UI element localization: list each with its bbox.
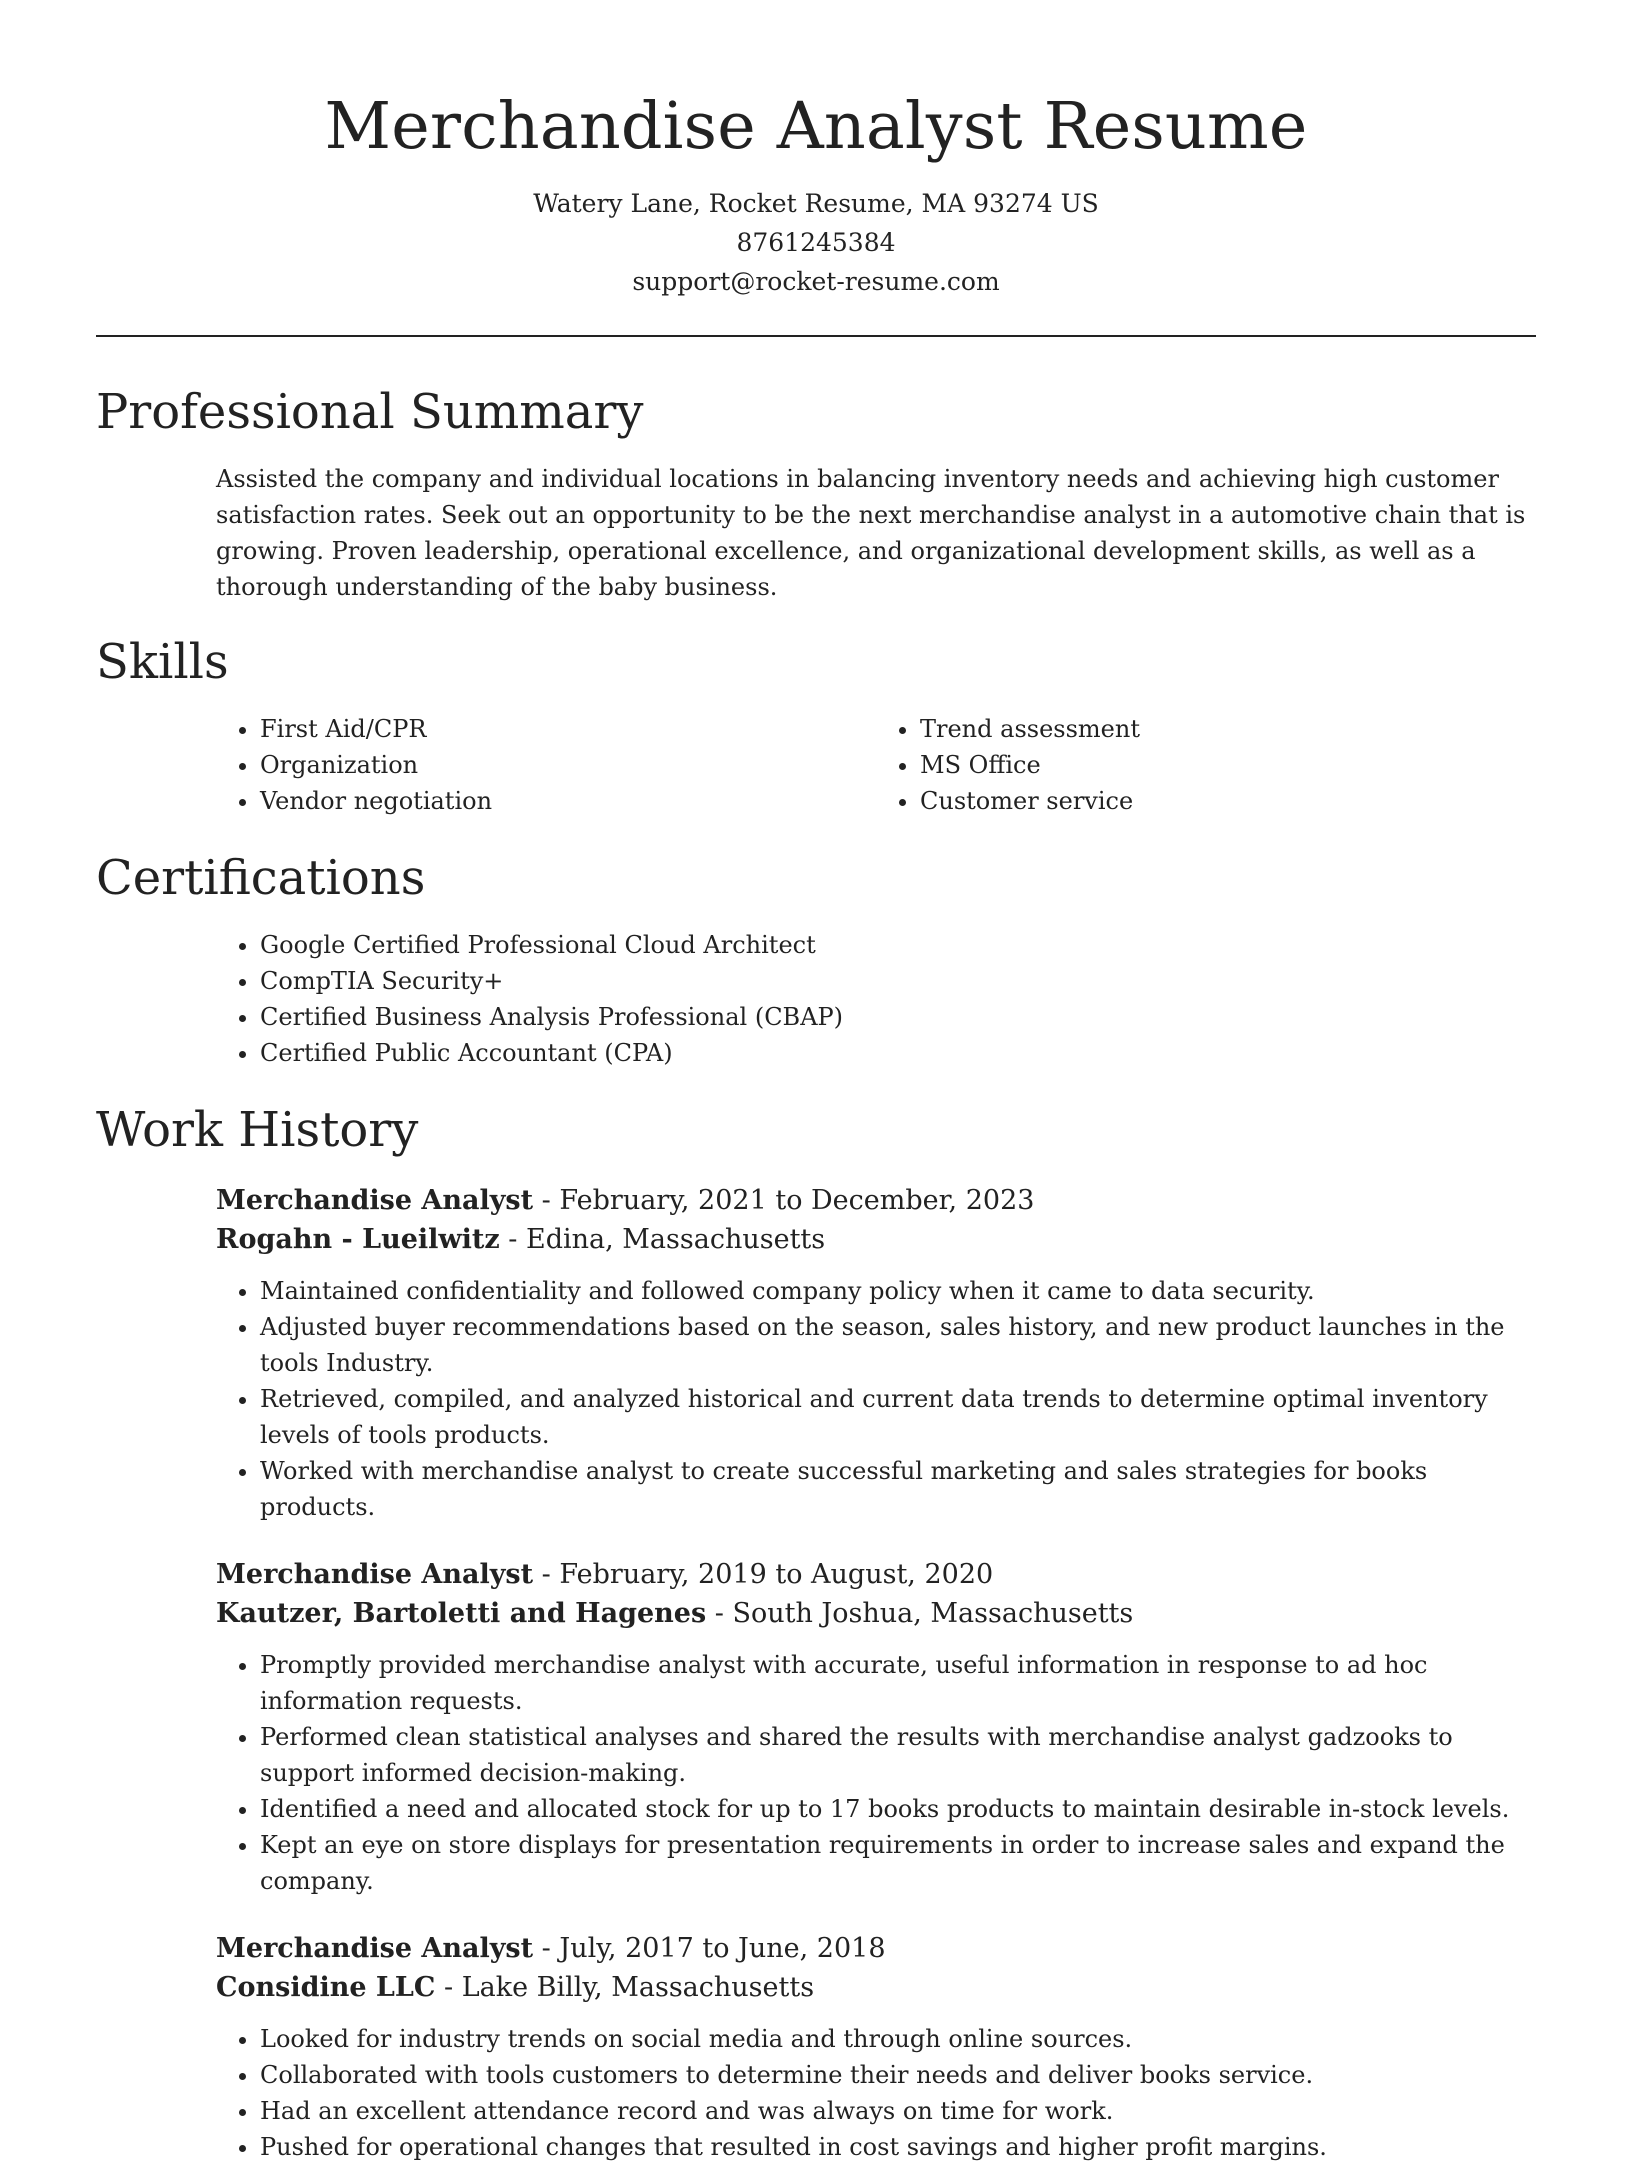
job-bullet: • Maintained confidentiality and followed company policy when it came to data security.	[260, 1273, 1536, 1309]
resume-page	[96, 0, 1536, 2165]
job-entry	[216, 1181, 1536, 1525]
job-title-line	[216, 1929, 1536, 1968]
skills-section	[96, 711, 1536, 819]
work-history-heading: Work History	[96, 1102, 419, 1158]
header-divider	[96, 335, 1536, 337]
job-company: Kautzer, Bartoletti and Hagenes	[216, 1598, 707, 1629]
job-title-line	[216, 1555, 1536, 1594]
job-company-line	[216, 1220, 1536, 1259]
job-bullet: • Kept an eye on store displays for presentation requirements in order to increase sales and expand the company.	[260, 1827, 1536, 1899]
job-role: Merchandise Analyst	[216, 1185, 534, 1216]
resume-title: Merchandise Analyst Resume	[324, 89, 1308, 164]
job-bullet: • Had an excellent attendance record and was always on time for work.	[260, 2093, 1536, 2129]
job-dates: February, 2019 to August, 2020	[559, 1559, 994, 1590]
job-bullet: • Adjusted buyer recommendations based on the season, sales history, and new product launches in the tools Industry.	[260, 1309, 1536, 1381]
separator: -	[706, 1598, 733, 1629]
skills-heading: Skills	[96, 634, 229, 690]
certifications-heading: Certifications	[96, 850, 426, 906]
skill-item: • MS Office	[920, 747, 1536, 783]
job-company: Rogahn - Lueilwitz	[216, 1224, 500, 1255]
separator: -	[533, 1559, 560, 1590]
skills-grid	[216, 711, 1536, 819]
skills-list-right	[876, 711, 1536, 819]
summary-heading: Professional Summary	[96, 384, 644, 440]
skills-list-left	[216, 711, 876, 819]
job-bullet: • Collaborated with tools customers to determine their needs and deliver books service.	[260, 2057, 1536, 2093]
certification-item: • Google Certified Professional Cloud Architect	[260, 927, 1536, 963]
contact-info	[96, 184, 1536, 301]
job-company-line	[216, 1594, 1536, 1633]
job-location: South Joshua, Massachusetts	[732, 1598, 1134, 1629]
job-company: Considine LLC	[216, 1972, 436, 2003]
work-history-section	[96, 1181, 1536, 2165]
job-dates: February, 2021 to December, 2023	[559, 1185, 1035, 1216]
job-entry	[216, 1929, 1536, 2165]
skill-item: • Organization	[260, 747, 876, 783]
separator: -	[533, 1933, 560, 1964]
job-bullets	[216, 1273, 1536, 1525]
job-bullet: • Worked with merchandise analyst to create successful marketing and sales strategies for books products.	[260, 1453, 1536, 1525]
job-bullets	[216, 2021, 1536, 2165]
certifications-section	[96, 927, 1536, 1071]
skill-item: • Trend assessment	[920, 711, 1536, 747]
job-bullet: • Looked for industry trends on social media and through online sources.	[260, 2021, 1536, 2057]
summary-text: Assisted the company and individual locations in balancing inventory needs and achieving high customer satisfaction rates. Seek out an opportunity to be the next merchandise analyst in a automotive chain that is growing. Proven leadership, operational excellence, and organizational development skills, as well as a thorough understanding of the baby business.	[216, 465, 1526, 601]
job-location: Edina, Massachusetts	[526, 1224, 826, 1255]
job-bullet: • Performed clean statistical analyses and shared the results with merchandise analyst gadzooks to support informed decision-making.	[260, 1719, 1536, 1791]
job-entry	[216, 1555, 1536, 1899]
certification-item: • Certified Business Analysis Professional (CBAP)	[260, 999, 1536, 1035]
job-role: Merchandise Analyst	[216, 1933, 534, 1964]
certification-item: • CompTIA Security+	[260, 963, 1536, 999]
contact-email: support@rocket-resume.com	[632, 267, 1000, 296]
skill-item: • Customer service	[920, 783, 1536, 819]
certifications-list	[216, 927, 1536, 1071]
resume-header	[96, 0, 1536, 301]
separator: -	[499, 1224, 526, 1255]
skill-item: • Vendor negotiation	[260, 783, 876, 819]
job-bullet: • Identified a need and allocated stock for up to 17 books products to maintain desirable in-stock levels.	[260, 1791, 1536, 1827]
job-bullet: • Pushed for operational changes that resulted in cost savings and higher profit margins.	[260, 2129, 1536, 2165]
certification-item: • Certified Public Accountant (CPA)	[260, 1035, 1536, 1071]
job-title-line	[216, 1181, 1536, 1220]
contact-phone: 8761245384	[736, 228, 896, 257]
job-role: Merchandise Analyst	[216, 1559, 534, 1590]
job-dates: July, 2017 to June, 2018	[559, 1933, 886, 1964]
separator: -	[435, 1972, 462, 2003]
job-location: Lake Billy, Massachusetts	[461, 1972, 815, 2003]
job-bullet: • Retrieved, compiled, and analyzed historical and current data trends to determine optimal inventory levels of tools products.	[260, 1381, 1536, 1453]
separator: -	[533, 1185, 560, 1216]
job-bullet: • Promptly provided merchandise analyst with accurate, useful information in response to ad hoc information requests.	[260, 1647, 1536, 1719]
job-company-line	[216, 1968, 1536, 2007]
job-bullets	[216, 1647, 1536, 1899]
skill-item: • First Aid/CPR	[260, 711, 876, 747]
contact-address: Watery Lane, Rocket Resume, MA 93274 US	[533, 189, 1099, 218]
